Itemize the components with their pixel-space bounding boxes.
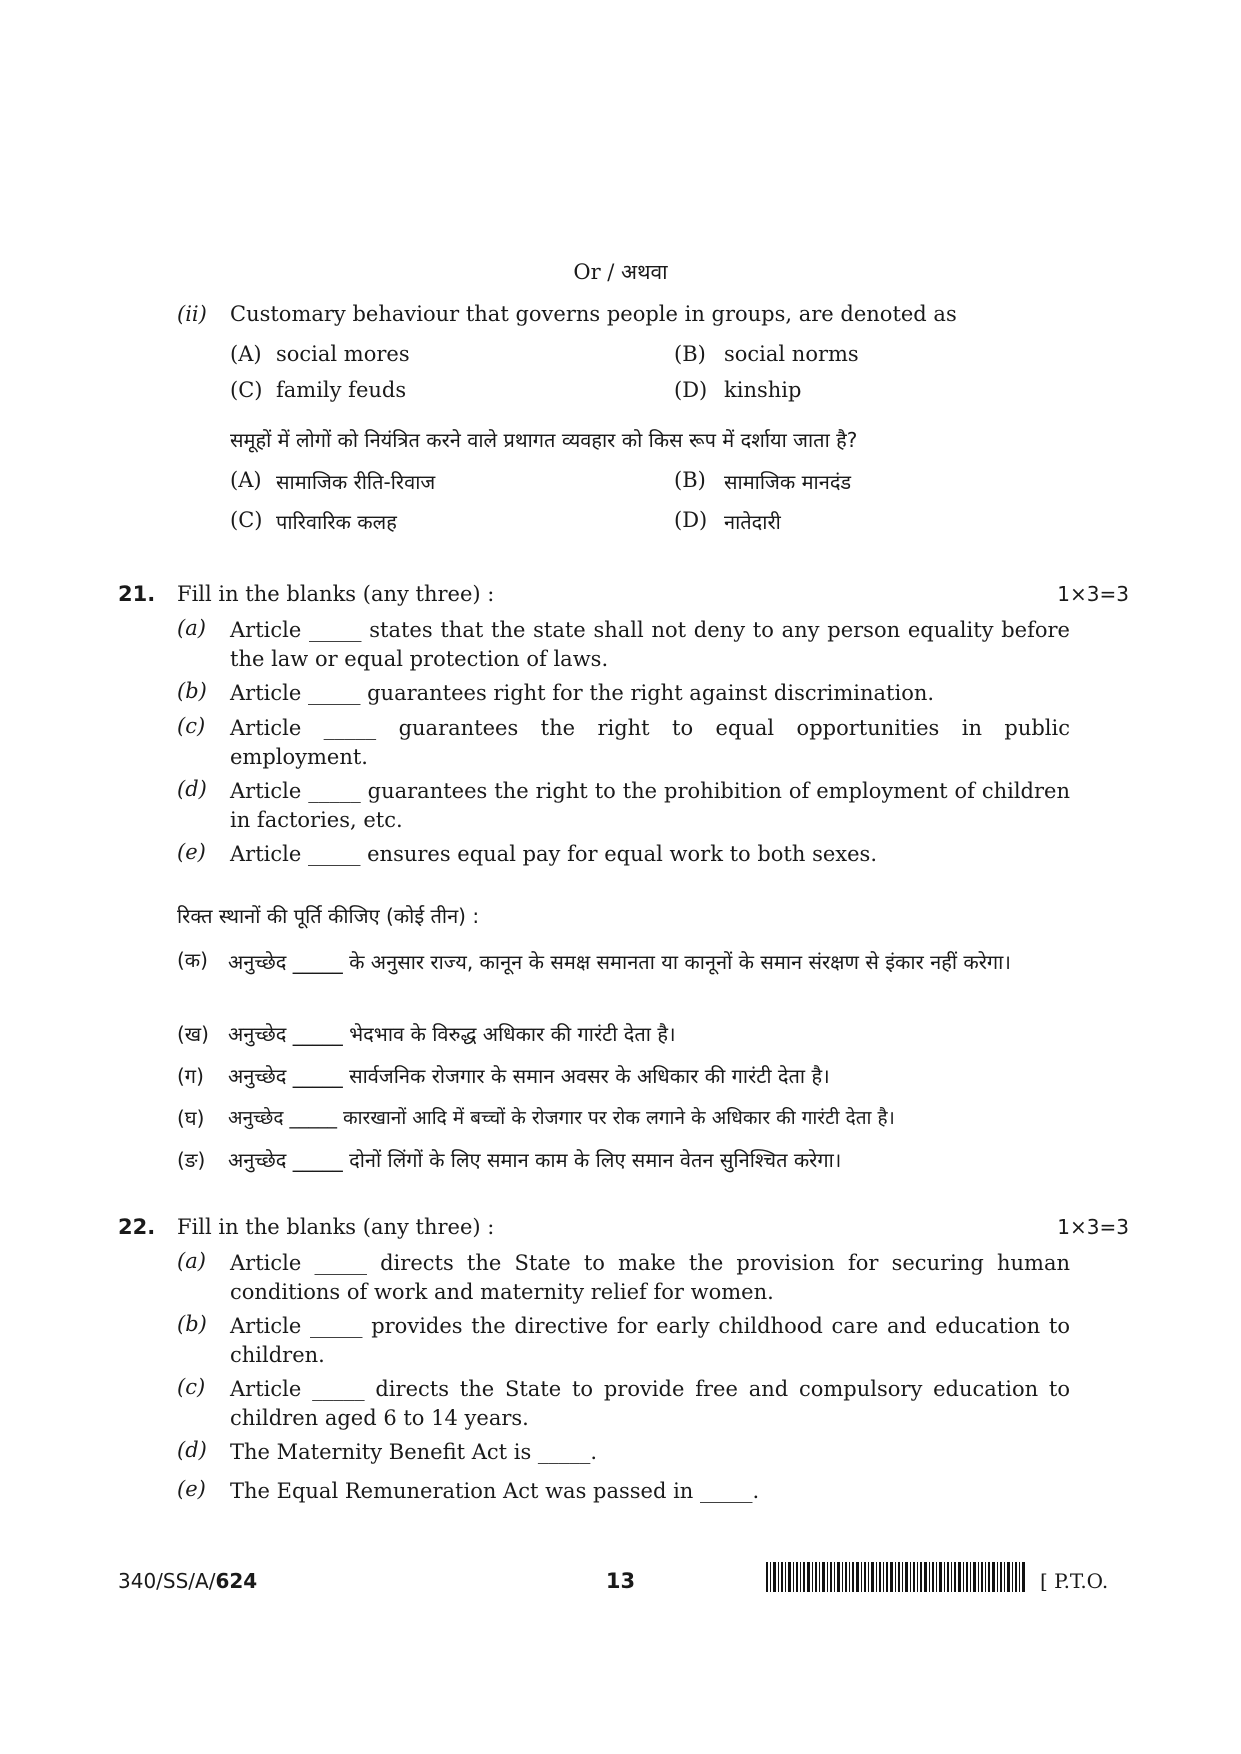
item-text: Article _____ directs the State to provide free and compulsory education to children aged 6 to 14 years. [230, 1377, 1070, 1430]
page-number: 13 [605, 1569, 636, 1593]
option-text-hindi: पारिवारिक कलह [276, 510, 397, 534]
item-label: (c) [177, 714, 206, 738]
option-key: (C) [230, 378, 263, 402]
item-text: Article _____ states that the state shall not deny to any person equality before the law or equal protection of laws. [230, 618, 1070, 671]
option-text: social mores [276, 342, 410, 366]
question-22 [0, 1215, 1241, 1515]
item-text: Article _____ directs the State to make the provision for securing human conditions of work and maternity relief for women. [230, 1251, 1070, 1304]
question-number: 21. [118, 582, 156, 606]
option-text: social norms [724, 342, 859, 366]
item-label-hindi: (ख) [177, 1022, 209, 1046]
item-label: (a) [177, 1249, 206, 1273]
item-label-hindi: (ङ) [177, 1148, 206, 1172]
item-label-hindi: (ग) [177, 1064, 204, 1088]
option-key: (D) [674, 508, 708, 532]
item-text-hindi: अनुच्छेद _____ दोनों लिंगों के लिए समान काम के लिए समान वेतन सुनिश्चित करेगा। [228, 1148, 842, 1172]
question-marks: 1×3=3 [1057, 582, 1129, 606]
item-text: The Equal Remuneration Act was passed in _____. [230, 1479, 760, 1503]
question-text-hindi: समूहों में लोगों को नियंत्रित करने वाले प्रथागत व्यवहार को किस रूप में दर्शाया जाता है? [230, 428, 858, 452]
question-21 [0, 582, 1241, 1182]
pto-label: [ P.T.O. [1040, 1569, 1109, 1593]
option-key: (B) [674, 342, 706, 366]
option-text: family feuds [276, 378, 407, 402]
option-text: kinship [724, 378, 802, 402]
item-text-hindi: अनुच्छेद _____ के अनुसार राज्य, कानून के समक्ष समानता या कानूनों के समान संरक्षण से इंकार नहीं करेगा। [228, 950, 1011, 974]
paper-code-number: 624 [215, 1569, 258, 1593]
item-label: (e) [177, 1477, 206, 1501]
item-text: Article _____ ensures equal pay for equal work to both sexes. [230, 842, 878, 866]
item-text: Article _____ guarantees the right to equal opportunities in public employment. [230, 716, 1070, 769]
item-text-hindi: अनुच्छेद _____ भेदभाव के विरुद्ध अधिकार की गारंटी देता है। [228, 1022, 676, 1046]
question-heading: Fill in the blanks (any three) : [177, 582, 495, 606]
question-text: Customary behaviour that governs people in groups, are denoted as [230, 302, 957, 326]
option-text-hindi: सामाजिक मानदंड [724, 470, 852, 494]
option-key: (A) [230, 468, 262, 492]
item-label-hindi: (घ) [177, 1106, 205, 1130]
option-key: (D) [674, 378, 708, 402]
or-separator: Or / अथवा [573, 260, 668, 284]
item-label: (b) [177, 1312, 207, 1336]
question-20-ii [172, 302, 1070, 552]
item-text: Article _____ provides the directive for early childhood care and education to children. [230, 1314, 1070, 1367]
option-key: (C) [230, 508, 263, 532]
question-heading: Fill in the blanks (any three) : [177, 1215, 495, 1239]
item-text: Article _____ guarantees right for the right against discrimination. [230, 681, 935, 705]
barcode-icon [766, 1562, 1026, 1592]
question-number: 22. [118, 1215, 156, 1239]
item-label: (b) [177, 679, 207, 703]
item-label: (a) [177, 616, 206, 640]
option-text-hindi: नातेदारी [724, 510, 781, 534]
question-label: (ii) [177, 302, 207, 326]
item-text: The Maternity Benefit Act is _____. [230, 1440, 598, 1464]
option-key: (B) [674, 468, 706, 492]
question-marks: 1×3=3 [1057, 1215, 1129, 1239]
item-text-hindi: अनुच्छेद _____ कारखानों आदि में बच्चों के रोजगार पर रोक लगाने के अधिकार की गारंटी देता है। [228, 1107, 895, 1129]
item-text-hindi: अनुच्छेद _____ सार्वजनिक रोजगार के समान अवसर के अधिकार की गारंटी देता है। [228, 1064, 830, 1088]
item-label: (c) [177, 1375, 206, 1399]
question-heading-hindi: रिक्त स्थानों की पूर्ति कीजिए (कोई तीन) : [177, 904, 480, 928]
item-label: (d) [177, 1438, 207, 1462]
item-text: Article _____ guarantees the right to the prohibition of employment of children in factories, etc. [230, 779, 1070, 832]
item-label: (e) [177, 840, 206, 864]
option-text-hindi: सामाजिक रीति-रिवाज [276, 470, 436, 494]
item-label-hindi: (क) [177, 948, 208, 972]
paper-code-prefix: 340/SS/A/ [118, 1569, 216, 1593]
option-key: (A) [230, 342, 262, 366]
item-label: (d) [177, 777, 207, 801]
